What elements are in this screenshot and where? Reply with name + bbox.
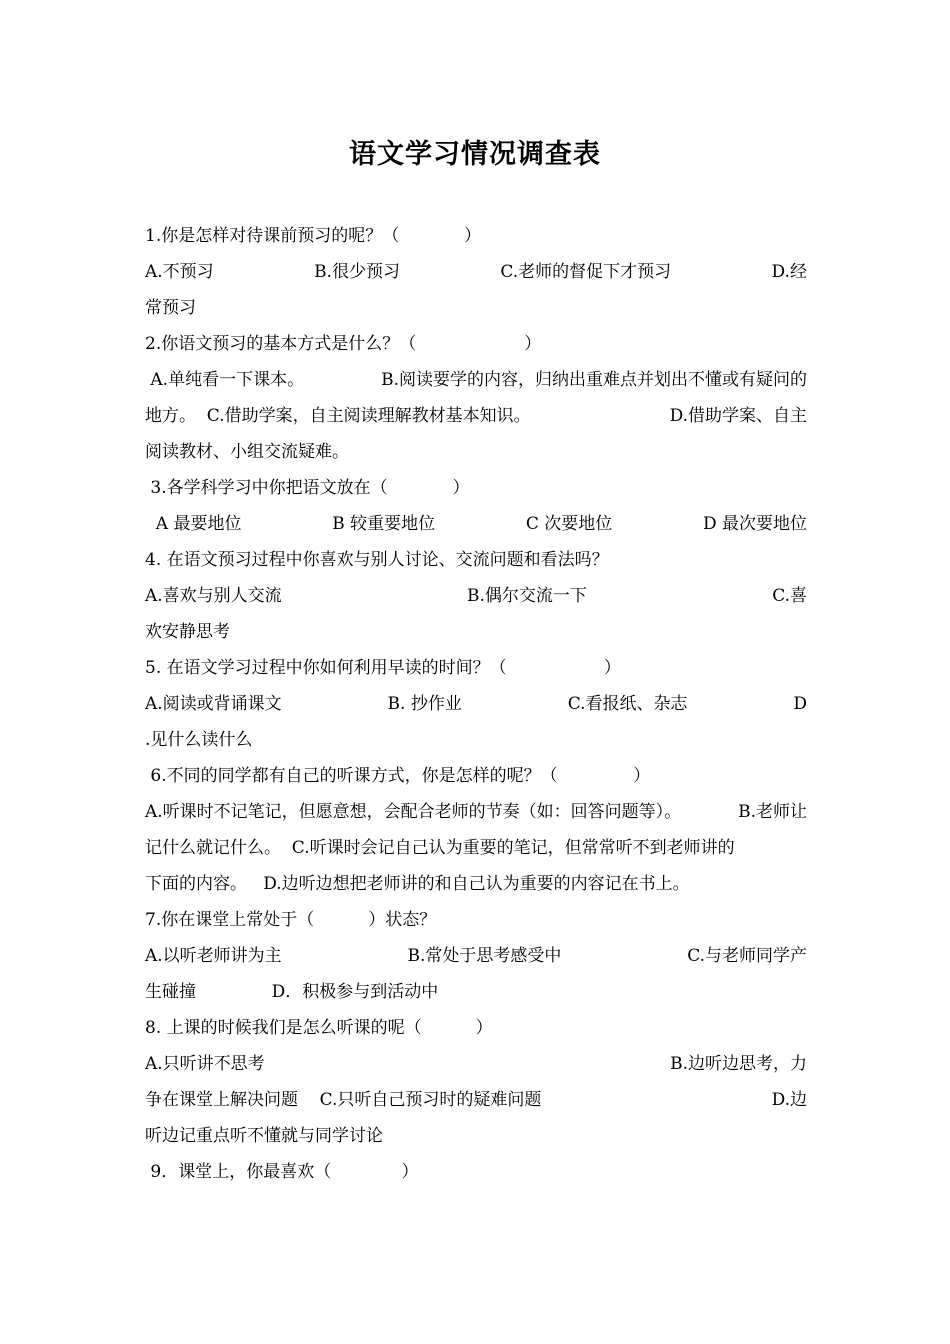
- options-line: [145, 1046, 807, 1082]
- question-line: [145, 722, 807, 758]
- continuation-text: 下面的内容。 D.边听边想把老师讲的和自己认为重要的内容记在书上。: [145, 874, 690, 894]
- question-line: [145, 902, 807, 938]
- option-b: B.很少预习: [314, 262, 400, 282]
- question-line: [145, 758, 807, 794]
- page-title: 语文学习情况调查表: [349, 139, 601, 170]
- question-line: [145, 974, 807, 1010]
- option-a: A.只听讲不思考: [145, 1054, 265, 1074]
- question-line: [145, 1154, 807, 1190]
- option-d: D.边: [771, 1090, 807, 1110]
- question-text: 5. 在语文学习过程中你如何利用早读的时间？（ ）: [145, 658, 621, 678]
- option-c: 地方。 C.借助学案，自主阅读理解教材基本知识。: [145, 406, 531, 426]
- option-b: B.老师让: [738, 802, 807, 822]
- option-d: D 最次要地位: [702, 514, 807, 534]
- question-text: 2.你语文预习的基本方式是什么？（ ）: [145, 334, 542, 354]
- option-a: A.喜欢与别人交流: [145, 586, 282, 606]
- question-text: 4. 在语文预习过程中你喜欢与别人讨论、交流问题和看法吗？: [145, 550, 609, 570]
- question-line: [145, 866, 807, 902]
- option-a: A 最要地位: [145, 514, 242, 534]
- option-d: D.借助学案、自主: [669, 406, 807, 426]
- continuation-text: 生碰撞 D．积极参与到活动中: [145, 982, 439, 1002]
- option-b: B.阅读要学的内容，归纳出重难点并划出不懂或有疑问的: [381, 370, 807, 390]
- question-line: [145, 1118, 807, 1154]
- survey-body: [145, 218, 807, 1190]
- option-a: A.以听老师讲为主: [145, 946, 282, 966]
- option-a: A.单纯看一下课本。: [145, 370, 305, 390]
- option-c: C.看报纸、杂志: [567, 694, 688, 714]
- question-line: [145, 218, 807, 254]
- question-text: 8. 上课的时候我们是怎么听课的呢（ ）: [145, 1018, 493, 1038]
- options-line: [145, 1082, 807, 1118]
- options-line: [145, 398, 807, 434]
- options-line: [145, 830, 807, 866]
- continuation-text: 欢安静思考: [145, 622, 230, 642]
- option-a: A.听课时不记笔记，但愿意想，会配合老师的节奏（如：回答问题等）。: [145, 802, 682, 822]
- option-b: B.边听边思考，力: [670, 1054, 807, 1074]
- question-line: [145, 434, 807, 470]
- option-c: C.老师的督促下才预习: [500, 262, 672, 282]
- question-line: [145, 470, 807, 506]
- question-line: [145, 542, 807, 578]
- option-b: B.常处于思考感受中: [407, 946, 562, 966]
- question-text: 6.不同的同学都有自己的听课方式，你是怎样的呢？（ ）: [145, 766, 651, 786]
- question-line: [145, 290, 807, 326]
- option-c: C 次要地位: [525, 514, 613, 534]
- question-line: [145, 614, 807, 650]
- option-c: C.喜: [772, 586, 807, 606]
- option-c: C.与老师同学产: [687, 946, 807, 966]
- option-b: B 较重要地位: [332, 514, 436, 534]
- question-text: 3.各学科学习中你把语文放在（ ）: [145, 478, 470, 498]
- options-line: [145, 686, 807, 722]
- question-line: [145, 650, 807, 686]
- continuation-text: 阅读教材、小组交流疑难。: [145, 442, 349, 462]
- option-c: 争在课堂上解决问题 C.只听自己预习时的疑难问题: [145, 1090, 542, 1110]
- option-b: B.偶尔交流一下: [466, 586, 587, 606]
- question-text: 9．课堂上，你最喜欢（ ）: [145, 1162, 419, 1182]
- continuation-text: .见什么读什么: [145, 730, 253, 750]
- options-line: [145, 362, 807, 398]
- options-line: [145, 794, 807, 830]
- question-text: 1.你是怎样对待课前预习的呢？（ ）: [145, 226, 482, 246]
- option-a: A.不预习: [145, 262, 214, 282]
- question-line: [145, 1010, 807, 1046]
- options-line: [145, 938, 807, 974]
- option-b: B. 抄作业: [387, 694, 462, 714]
- option-c: 记什么就记什么。 C.听课时会记自己认为重要的笔记，但常常听不到老师讲的: [145, 838, 735, 858]
- options-line: [145, 578, 807, 614]
- question-text: 7.你在课堂上常处于（ ）状态？: [145, 910, 437, 930]
- option-d: D: [793, 694, 807, 714]
- options-line: [145, 254, 807, 290]
- question-line: [145, 326, 807, 362]
- options-line: [145, 506, 807, 542]
- option-a: A.阅读或背诵课文: [145, 694, 282, 714]
- continuation-text: 常预习: [145, 298, 196, 318]
- continuation-text: 听边记重点听不懂就与同学讨论: [145, 1126, 383, 1146]
- option-d: D.经: [771, 262, 807, 282]
